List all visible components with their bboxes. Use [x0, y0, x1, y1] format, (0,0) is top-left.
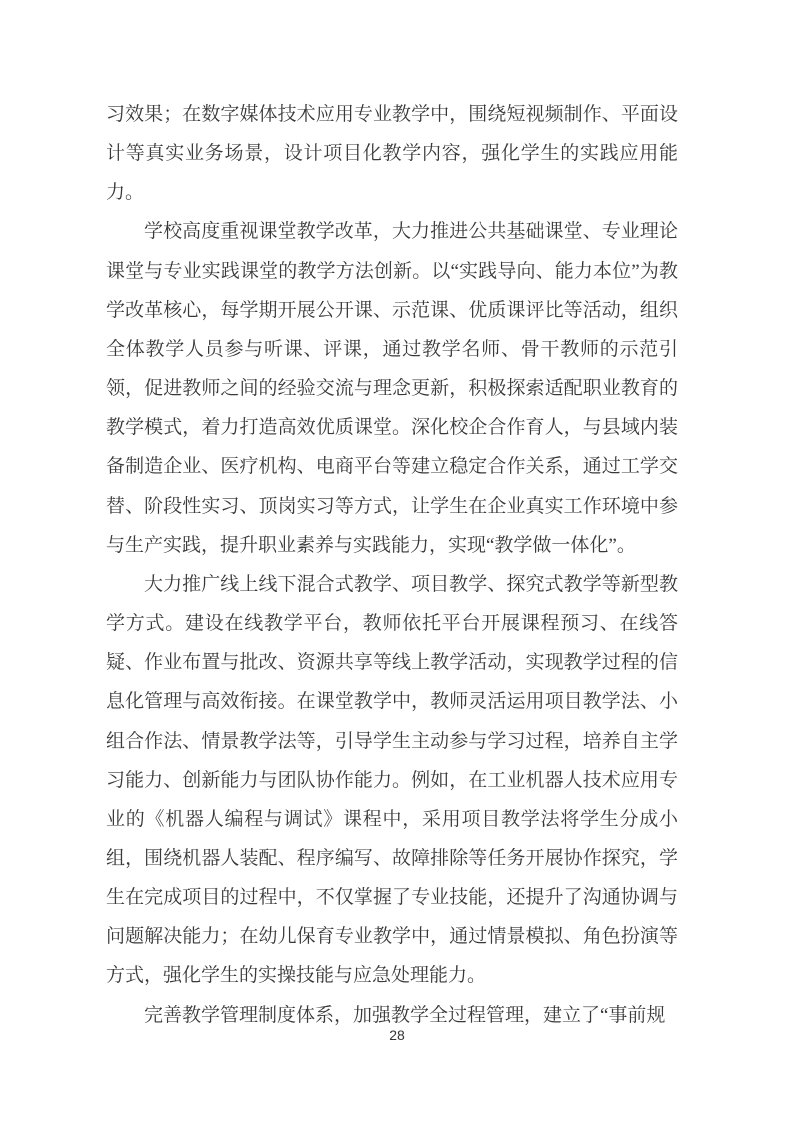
page-footer: [0, 1027, 794, 1045]
paragraph: 大力推广线上线下混合式教学、项目教学、探究式教学等新型教学方式。建设在线教学平台，教师依托平台开展课程预习、在线答疑、作业布置与批改、资源共享等线上教学活动，实现教学过程的信息化管理与高效衔接。在课堂教学中，教师灵活运用项目教学法、小组合作法、情景教学法等，引导学生主动参与学习过程，培养自主学习能力、创新能力与团队协作能力。例如，在工业机器人技术应用专业的《机器人编程与调试》课程中，采用项目教学法将学生分成小组，围绕机器人装配、程序编写、故障排除等任务开展协作探究，学生在完成项目的过程中，不仅掌握了专业技能，还提升了沟通协调与问题解决能力；在幼儿保育专业教学中，通过情景模拟、角色扮演等方式，强化学生的实操技能与应急处理能力。: [106, 573, 678, 987]
page-number: 28: [389, 1027, 405, 1043]
paragraph: 学校高度重视课堂教学改革，大力推进公共基础课堂、专业理论课堂与专业实践课堂的教学方法创新。以“实践导向、能力本位”为教学改革核心，每学期开展公开课、示范课、优质课评比等活动，组织全体教学人员参与听课、评课，通过教学名师、骨干教师的示范引领，促进教师之间的经验交流与理念更新，积极探索适配职业教育的教学模式，着力打造高效优质课堂。深化校企合作育人，与县域内装备制造企业、医疗机构、电商平台等建立稳定合作关系，通过工学交替、阶段性实习、顶岗实习等方式，让学生在企业真实工作环境中参与生产实践，提升职业素养与实践能力，实现“教学做一体化”。: [106, 221, 678, 556]
paragraph: 完善教学管理制度体系，加强教学全过程管理，建立了“事前规: [144, 1004, 666, 1026]
paragraph: 习效果；在数字媒体技术应用专业教学中，围绕短视频制作、平面设计等真实业务场景，设计项目化教学内容，强化学生的实践应用能力。: [106, 104, 678, 204]
document-body: [106, 95, 678, 1035]
